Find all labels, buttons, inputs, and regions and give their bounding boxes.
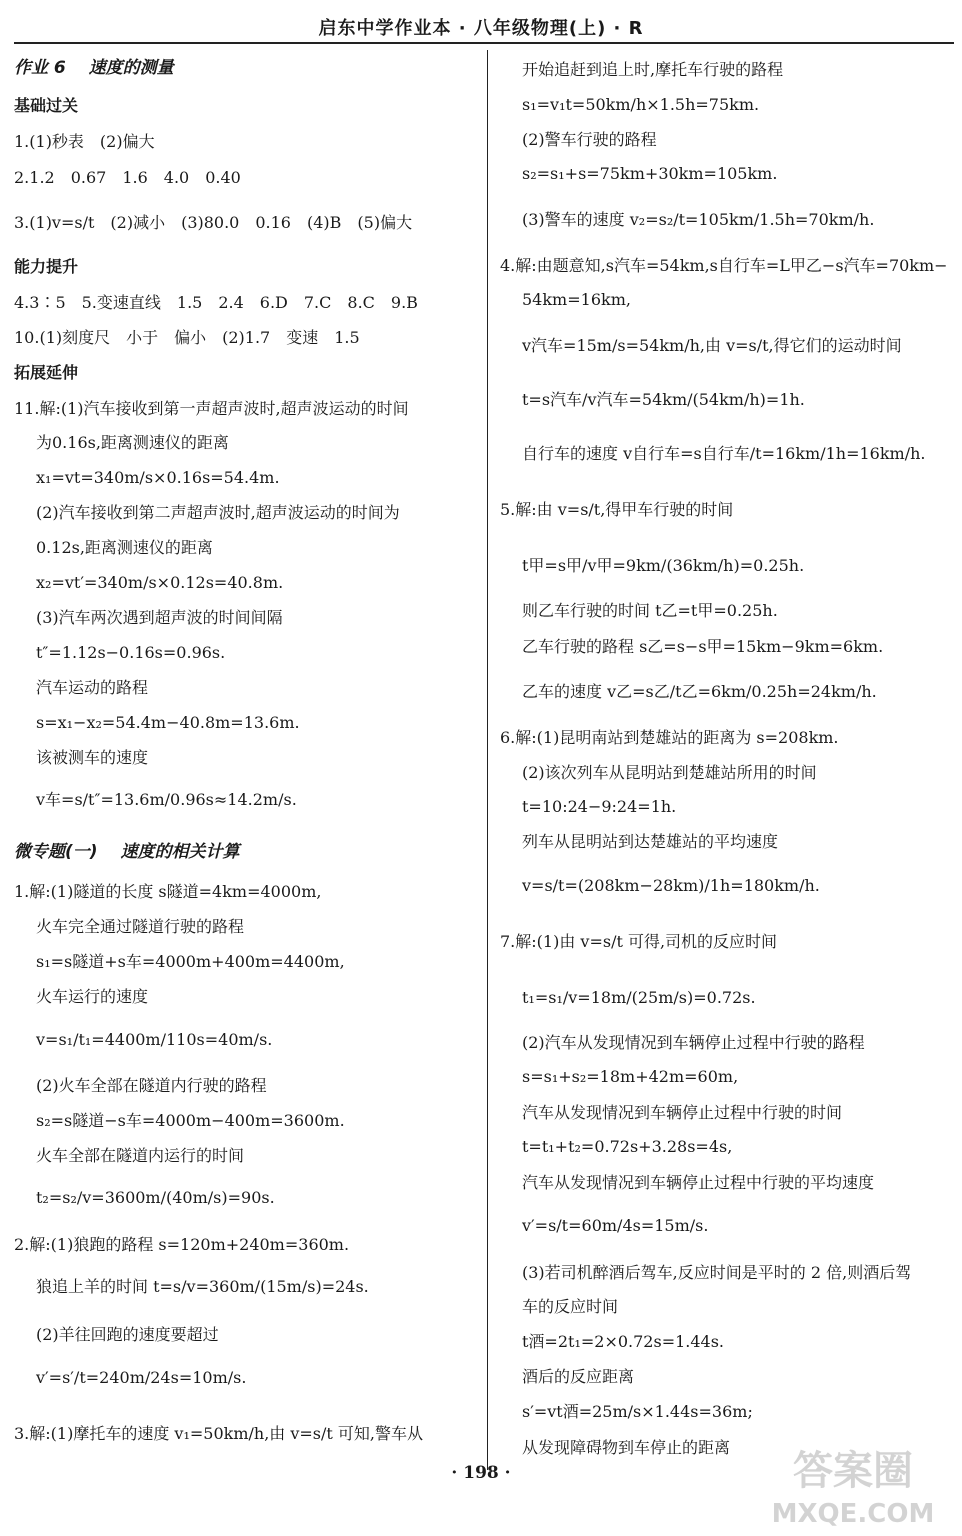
text-line: s′=vt酒=25m/s×1.44s=36m; xyxy=(522,1402,753,1421)
section-heading: 微专题(一) 速度的相关计算 xyxy=(14,842,240,862)
watermark-logo xyxy=(758,1434,948,1530)
text-line: (3)汽车两次遇到超声波的时间间隔 xyxy=(36,608,283,627)
text-line: 10.(1)刻度尺 小于 偏小 (2)1.7 变速 1.5 xyxy=(14,328,360,347)
watermark-text-2: MXQE.COM xyxy=(771,1499,935,1529)
text-line: 6.解:(1)昆明南站到楚雄站的距离为 s=208km. xyxy=(500,728,839,747)
text-line: 汽车从发现情况到车辆停止过程中行驶的平均速度 xyxy=(522,1173,875,1192)
text-line: (2)羊往回跑的速度要超过 xyxy=(36,1325,219,1344)
text-line: v汽车=15m/s=54km/h,由 v=s/t,得它们的运动时间 xyxy=(522,336,902,355)
page-number: · 198 · xyxy=(451,1463,511,1483)
text-line: t₁=s₁/v=18m/(25m/s)=0.72s. xyxy=(522,988,756,1007)
text-line: 2.解:(1)狼跑的路程 s=120m+240m=360m. xyxy=(14,1235,350,1254)
header-rule xyxy=(14,42,954,44)
text-line: t=10:24−9:24=1h. xyxy=(522,797,677,816)
section-heading: 拓展延伸 xyxy=(14,363,79,382)
text-line: 火车全部在隧道内运行的时间 xyxy=(36,1146,245,1165)
text-line: 开始追赶到追上时,摩托车行驶的路程 xyxy=(522,60,784,79)
text-line: (2)警车行驶的路程 xyxy=(522,130,657,149)
text-line: (2)火车全部在隧道内行驶的路程 xyxy=(36,1076,267,1095)
text-line: t酒=2t₁=2×0.72s=1.44s. xyxy=(522,1332,725,1351)
text-line: x₂=vt′=340m/s×0.12s=40.8m. xyxy=(36,573,284,592)
text-line: s=x₁−x₂=54.4m−40.8m=13.6m. xyxy=(36,713,300,732)
text-line: v=s/t=(208km−28km)/1h=180km/h. xyxy=(522,876,820,895)
header-title: 启东中学作业本 · 八年级物理(上) · R xyxy=(318,18,644,39)
section-heading: 作业 6 速度的测量 xyxy=(14,58,174,78)
text-line: t甲=s甲/v甲=9km/(36km/h)=0.25h. xyxy=(522,556,805,575)
text-line: 3.(1)v=s/t (2)减小 (3)80.0 0.16 (4)B (5)偏大 xyxy=(14,213,413,232)
text-line: 列车从昆明站到达楚雄站的平均速度 xyxy=(522,832,779,851)
text-line: 汽车从发现情况到车辆停止过程中行驶的时间 xyxy=(522,1103,843,1122)
text-line: 汽车运动的路程 xyxy=(36,678,149,697)
text-line: s=s₁+s₂=18m+42m=60m, xyxy=(522,1067,739,1086)
text-line: 1.(1)秒表 (2)偏大 xyxy=(14,132,155,151)
text-line: 车的反应时间 xyxy=(522,1297,619,1316)
section-heading: 能力提升 xyxy=(14,257,79,276)
text-line: 54km=16km, xyxy=(522,290,631,309)
text-line: t=t₁+t₂=0.72s+3.28s=4s, xyxy=(522,1137,733,1156)
text-line: t″=1.12s−0.16s=0.96s. xyxy=(36,643,226,662)
text-line: 0.12s,距离测速仪的距离 xyxy=(36,538,213,557)
text-line: 11.解:(1)汽车接收到第一声超声波时,超声波运动的时间 xyxy=(14,399,409,418)
text-line: (2)该次列车从昆明站到楚雄站所用的时间 xyxy=(522,763,817,782)
text-line: v′=s′/t=240m/24s=10m/s. xyxy=(36,1368,247,1387)
text-line: 为0.16s,距离测速仪的距离 xyxy=(36,433,229,452)
text-line: 4.解:由题意知,s汽车=54km,s自行车=L甲乙−s汽车=70km− xyxy=(500,256,948,275)
text-line: t=s汽车/v汽车=54km/(54km/h)=1h. xyxy=(522,390,805,409)
text-line: t₂=s₂/v=3600m/(40m/s)=90s. xyxy=(36,1188,275,1207)
text-line: 乙车行驶的路程 s乙=s−s甲=15km−9km=6km. xyxy=(522,637,884,656)
text-line: v′=s/t=60m/4s=15m/s. xyxy=(522,1216,709,1235)
watermark-text-1: 答案圈 xyxy=(793,1448,913,1494)
text-line: (3)警车的速度 v₂=s₂/t=105km/1.5h=70km/h. xyxy=(522,210,875,229)
text-line: 则乙车行驶的时间 t乙=t甲=0.25h. xyxy=(522,601,778,620)
text-line: s₂=s隧道−s车=4000m−400m=3600m. xyxy=(36,1111,345,1130)
text-line: (2)汽车从发现情况到车辆停止过程中行驶的路程 xyxy=(522,1033,865,1052)
text-line: 乙车的速度 v乙=s乙/t乙=6km/0.25h=24km/h. xyxy=(522,682,877,701)
text-line: (2)汽车接收到第二声超声波时,超声波运动的时间为 xyxy=(36,503,400,522)
text-line: 从发现障碍物到车停止的距离 xyxy=(522,1438,731,1457)
text-line: 酒后的反应距离 xyxy=(522,1367,635,1386)
text-line: 火车完全通过隧道行驶的路程 xyxy=(36,917,245,936)
column-divider xyxy=(487,50,488,1470)
text-line: 3.解:(1)摩托车的速度 v₁=50km/h,由 v=s/t 可知,警车从 xyxy=(14,1424,424,1443)
section-heading: 基础过关 xyxy=(14,96,79,115)
text-line: 火车运行的速度 xyxy=(36,987,149,1006)
text-line: 2.1.2 0.67 1.6 4.0 0.40 xyxy=(14,168,241,187)
text-line: v车=s/t″=13.6m/0.96s≈14.2m/s. xyxy=(36,790,297,809)
text-line: 4.3∶5 5.变速直线 1.5 2.4 6.D 7.C 8.C 9.B xyxy=(14,293,418,312)
text-line: 该被测车的速度 xyxy=(36,748,149,767)
text-line: 自行车的速度 v自行车=s自行车/t=16km/1h=16km/h. xyxy=(522,444,926,463)
text-line: s₂=s₁+s=75km+30km=105km. xyxy=(522,164,778,183)
text-line: v=s₁/t₁=4400m/110s=40m/s. xyxy=(36,1030,273,1049)
text-line: s₁=v₁t=50km/h×1.5h=75km. xyxy=(522,95,760,114)
text-line: s₁=s隧道+s车=4000m+400m=4400m, xyxy=(36,952,345,971)
text-line: 1.解:(1)隧道的长度 s隧道=4km=4000m, xyxy=(14,882,322,901)
page-header xyxy=(0,0,962,46)
text-line: (3)若司机醉酒后驾车,反应时间是平时的 2 倍,则酒后驾 xyxy=(522,1263,912,1282)
text-line: 7.解:(1)由 v=s/t 可得,司机的反应时间 xyxy=(500,932,778,951)
text-line: 狼追上羊的时间 t=s/v=360m/(15m/s)=24s. xyxy=(36,1277,369,1296)
text-line: 5.解:由 v=s/t,得甲车行驶的时间 xyxy=(500,500,734,519)
text-line: x₁=vt=340m/s×0.16s=54.4m. xyxy=(36,468,280,487)
